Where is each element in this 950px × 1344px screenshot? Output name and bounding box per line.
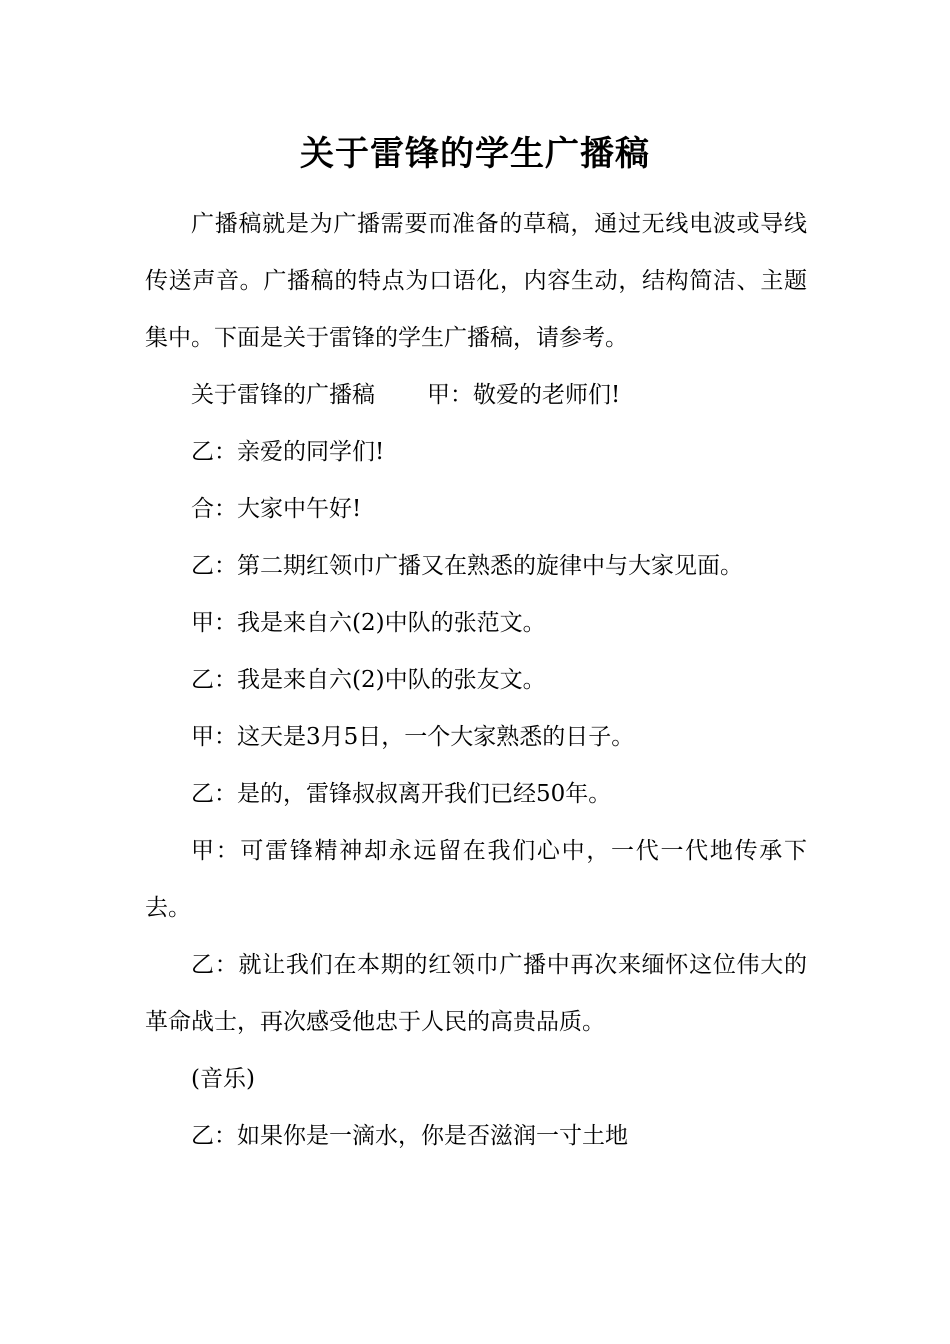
broadcast-heading-label: 关于雷锋的广播稿 [191, 382, 375, 408]
script-line: 甲：我是来自六(2)中队的张范文。 [191, 610, 546, 636]
script-line: (音乐) [191, 1066, 255, 1092]
intro-paragraph: 广播稿就是为广播需要而准备的草稿，通过无线电波或导线传送声音。广播稿的特点为口语化，内容生动，结构简洁、主题集中。下面是关于雷锋的学生广播稿，请参考。 [145, 211, 807, 351]
script-line: 乙：如果你是一滴水，你是否滋润一寸土地 [191, 1123, 628, 1149]
document-body [145, 196, 807, 1165]
script-line: 乙：是的，雷锋叔叔离开我们已经50年。 [191, 781, 612, 807]
broadcast-opening-line: 甲：敬爱的老师们! [427, 382, 621, 408]
script-line: 甲：这天是3月5日，一个大家熟悉的日子。 [191, 724, 635, 750]
script-line: 甲：可雷锋精神却永远留在我们心中，一代一代地传承下去。 [145, 838, 807, 921]
script-line: 合：大家中午好! [191, 496, 362, 522]
script-line: 乙：我是来自六(2)中队的张友文。 [191, 667, 546, 693]
script-line: 乙：亲爱的同学们! [191, 439, 385, 465]
script-line: 乙：就让我们在本期的红领巾广播中再次来缅怀这位伟大的革命战士，再次感受他忠于人民的高贵品质。 [145, 952, 807, 1035]
document-title: 关于雷锋的学生广播稿 [300, 134, 650, 174]
broadcast-heading-paragraph [145, 367, 807, 424]
script-line: 乙：第二期红领巾广播又在熟悉的旋律中与大家见面。 [191, 553, 743, 579]
